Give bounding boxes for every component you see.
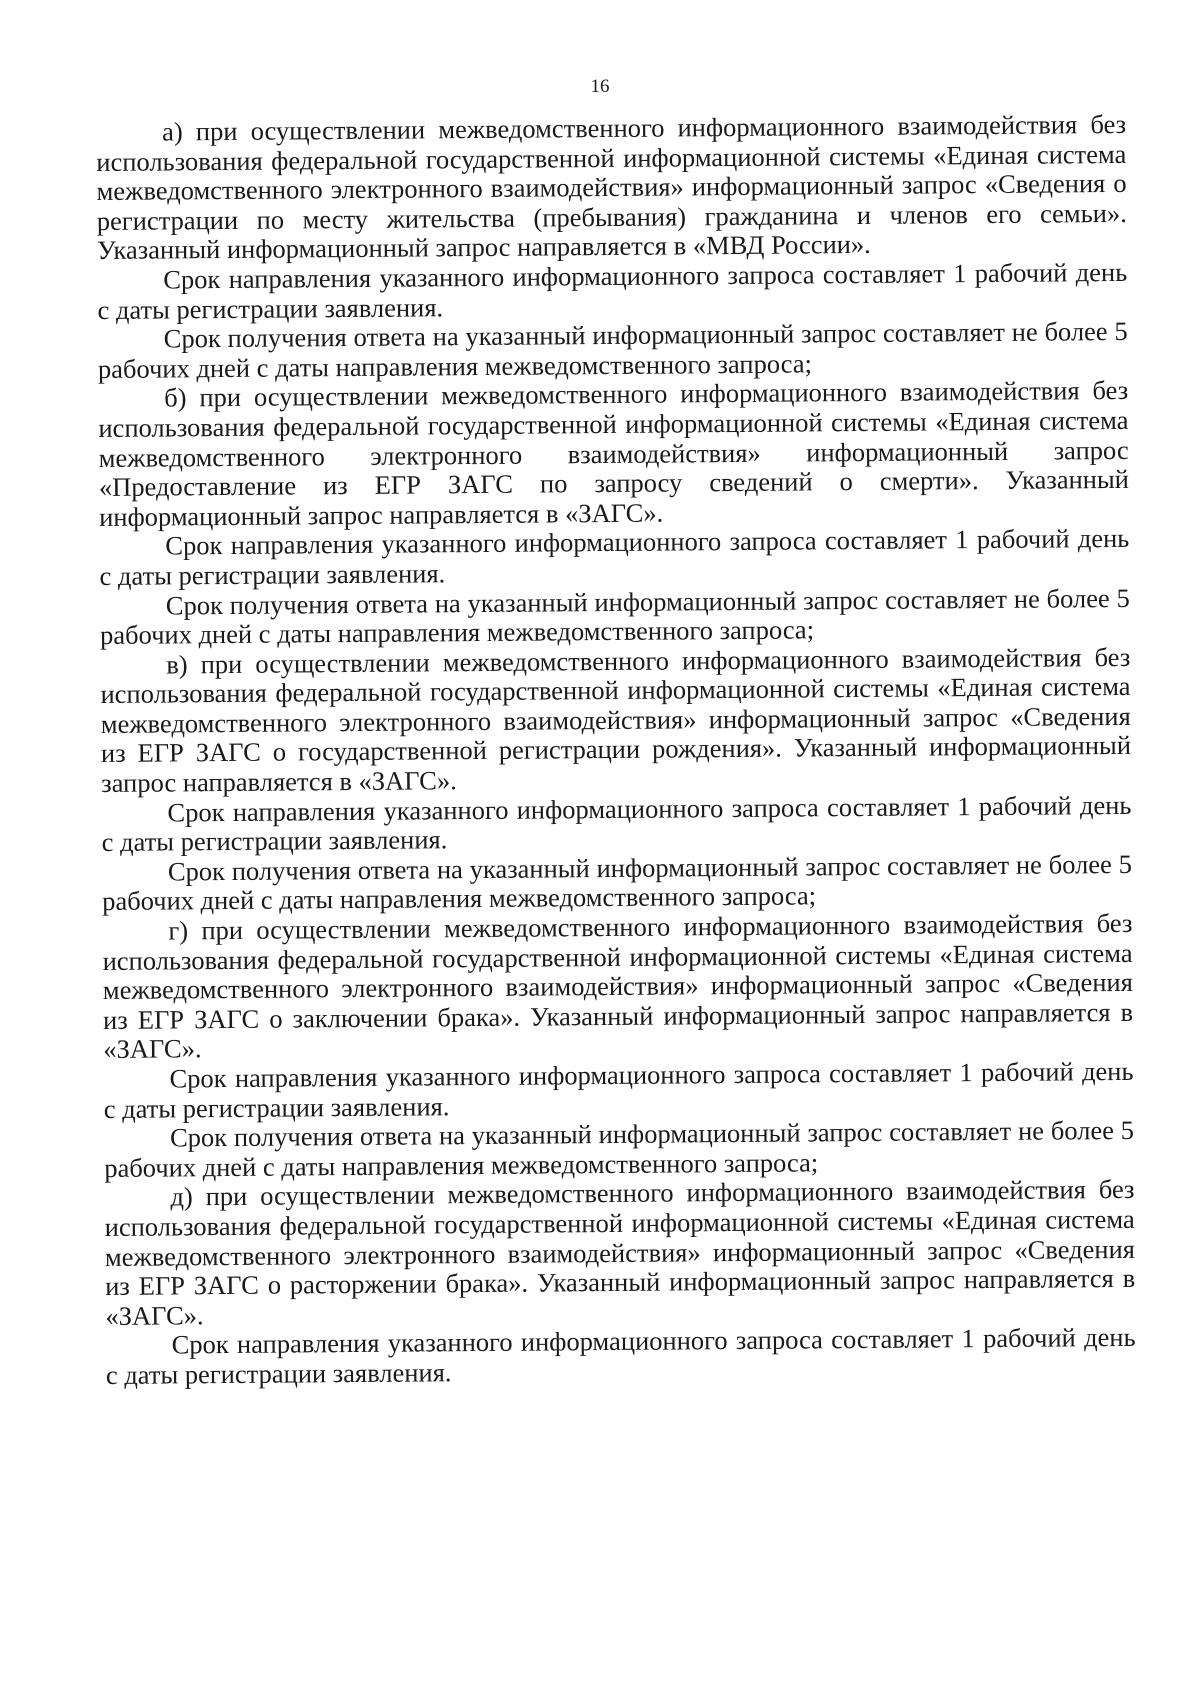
page-number: 16 xyxy=(590,76,610,97)
paragraph-a-request: а) при осуществлении межведомственного информационного взаимодействия без использования федеральной государственной информационной системы «Единая система межведомственного электронного взаимодействия» информационный запрос «Сведения о регистрации по месту жительства (пребывания) гражданина и членов его семьи». Указанный информационный запрос направляется в «МВД России». xyxy=(96,108,1127,266)
paragraph-d-send-term: Срок направления указанного информационного запроса составляет 1 рабочий день с даты регистрации заявления. xyxy=(105,1322,1136,1390)
paragraph-a-response-term: Срок получения ответа на указанный информационный запрос составляет не более 5 рабочих дней с даты направления межведомственного запроса; xyxy=(97,316,1128,384)
paragraph-v-request: в) при осуществлении межведомственного информационного взаимодействия без использования федеральной государственной информационной системы «Единая система межведомственного электронного взаимодействия» информационный запрос «Сведения из ЕГР ЗАГС о государственной регистрации рождения». Указанный информационный запрос направляется в «ЗАГС». xyxy=(100,641,1132,799)
paragraph-g-response-term: Срок получения ответа на указанный информационный запрос составляет не более 5 рабочих дней с даты направления межведомственного запроса; xyxy=(104,1115,1135,1183)
paragraph-d-request: д) при осуществлении межведомственного информационного взаимодействия без использования федеральной государственной информационной системы «Единая система межведомственного электронного взаимодействия» информационный запрос «Сведения из ЕГР ЗАГС о расторжении брака». Указанный информационный запрос направляется в «ЗАГС». xyxy=(104,1174,1136,1331)
paragraph-v-response-term: Срок получения ответа на указанный информационный запрос составляет не более 5 рабочих дней с даты направления межведомственного запроса; xyxy=(102,848,1133,917)
paragraph-v-send-term: Срок направления указанного информационного запроса составляет 1 рабочий день с даты регистрации заявления. xyxy=(101,789,1132,858)
paragraph-b-send-term: Срок направления указанного информационного запроса составляет 1 рабочий день с даты регистрации заявления. xyxy=(99,523,1130,591)
document-body xyxy=(96,110,1136,1391)
paragraph-b-request: б) при осуществлении межведомственного информационного взаимодействия без использования федеральной государственной информационной системы «Единая система межведомственного электронного взаимодействия» информационный запрос «Предоставление из ЕГР ЗАГС по запросу сведений о смерти». Указанный информационный запрос направляется в «ЗАГС». xyxy=(98,375,1129,532)
paragraph-a-send-term: Срок направления указанного информационного запроса составляет 1 рабочий день с даты регистрации заявления. xyxy=(97,256,1128,325)
paragraph-b-response-term: Срок получения ответа на указанный информационный запрос составляет не более 5 рабочих дней с даты направления межведомственного запроса; xyxy=(99,582,1130,651)
paragraph-g-request: г) при осуществлении межведомственного информационного взаимодействия без использования федеральной государственной информационной системы «Единая система межведомственного электронного взаимодействия» информационный запрос «Сведения из ЕГР ЗАГС о заключении брака». Указанный информационный запрос направляется в «ЗАГС». xyxy=(102,907,1134,1065)
paragraph-g-send-term: Срок направления указанного информационного запроса составляет 1 рабочий день с даты регистрации заявления. xyxy=(103,1055,1134,1124)
